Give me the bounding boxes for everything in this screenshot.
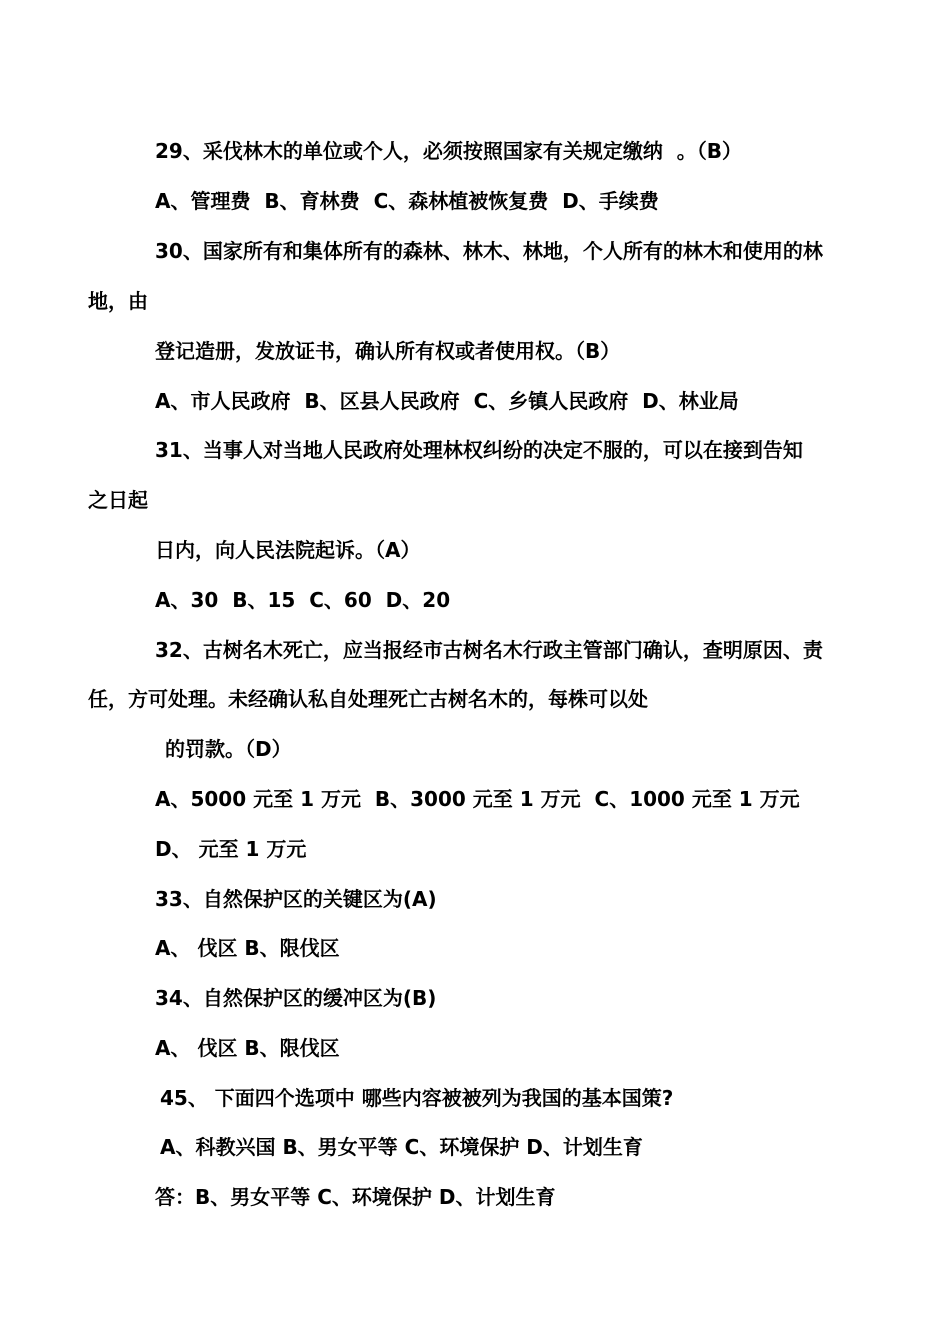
question-32-text-line-1: 32、古树名木死亡，应当报经市古树名木行政主管部门确认，查明原因、责: [155, 638, 823, 662]
question-31-text-line-2: 之日起: [88, 488, 148, 512]
question-33-options: A、 伐区 B、限伐区: [155, 936, 340, 960]
question-34-text: 34、自然保护区的缓冲区为(B): [155, 986, 437, 1010]
question-30-text-line-3: 登记造册，发放证书，确认所有权或者使用权。（B）: [155, 339, 621, 363]
question-29-text: 29、采伐林木的单位或个人，必须按照国家有关规定缴纳 。（B）: [155, 139, 743, 163]
question-31-options: A、30 B、15 C、60 D、20: [155, 588, 451, 612]
question-31-text-line-1: 31、当事人对当地人民政府处理林权纠纷的决定不服的，可以在接到告知: [155, 438, 803, 462]
question-32-text-line-2: 任，方可处理。未经确认私自处理死亡古树名木的，每株可以处: [88, 687, 648, 711]
question-30-text-line-1: 30、国家所有和集体所有的森林、林木、林地，个人所有的林木和使用的林: [155, 239, 823, 263]
question-45-text: 45、 下面四个选项中 哪些内容被被列为我国的基本国策?: [160, 1086, 674, 1110]
question-32-options-line-2: D、 元至 1 万元: [155, 837, 307, 861]
question-33-text: 33、自然保护区的关键区为(A): [155, 887, 437, 911]
question-29-options: A、管理费 B、育林费 C、森林植被恢复费 D、手续费: [155, 189, 659, 213]
question-32-options-line-1: A、5000 元至 1 万元 B、3000 元至 1 万元 C、1000 元至 1 万元: [155, 787, 800, 811]
question-45-answer: 答：B、男女平等 C、环境保护 D、计划生育: [155, 1185, 556, 1209]
question-34-options: A、 伐区 B、限伐区: [155, 1036, 340, 1060]
question-30-options: A、市人民政府 B、区县人民政府 C、乡镇人民政府 D、林业局: [155, 389, 739, 413]
question-32-text-line-3: 的罚款。（D）: [165, 737, 292, 761]
question-30-text-line-2: 地，由: [88, 289, 148, 313]
question-45-options: A、科教兴国 B、男女平等 C、环境保护 D、计划生育: [160, 1135, 643, 1159]
question-31-text-line-3: 日内，向人民法院起诉。（A）: [155, 538, 421, 562]
